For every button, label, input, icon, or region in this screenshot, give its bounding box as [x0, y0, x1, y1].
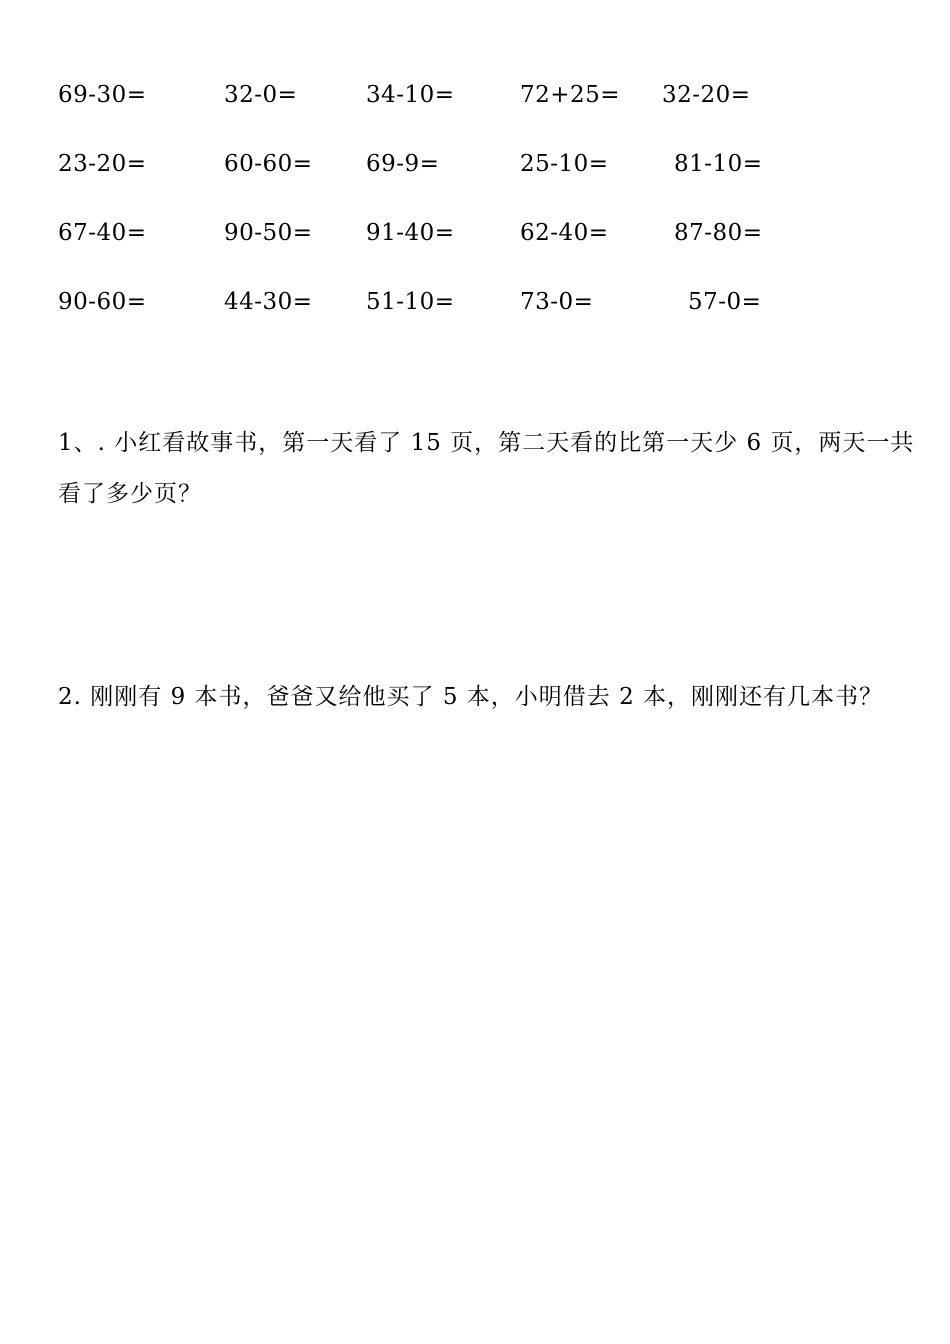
arithmetic-problem: 51-10= — [366, 289, 455, 315]
arithmetic-problem: 60-60= — [224, 151, 313, 177]
arithmetic-problem: 90-60= — [58, 289, 147, 315]
word-problem-2: 2. 刚刚有 9 本书，爸爸又给他买了 5 本，小明借去 2 本，刚刚还有几本书？ — [58, 684, 884, 710]
arithmetic-problem: 34-10= — [366, 82, 455, 108]
arithmetic-problem: 67-40= — [58, 220, 147, 246]
arithmetic-problem: 90-50= — [224, 220, 313, 246]
arithmetic-problem: 69-9= — [366, 151, 440, 177]
arithmetic-problem: 81-10= — [674, 151, 763, 177]
arithmetic-problem: 72+25= — [520, 82, 621, 108]
arithmetic-problem: 87-80= — [674, 220, 763, 246]
arithmetic-problem: 91-40= — [366, 220, 455, 246]
arithmetic-problem: 23-20= — [58, 151, 147, 177]
arithmetic-problem: 73-0= — [520, 289, 594, 315]
arithmetic-problem: 32-0= — [224, 82, 298, 108]
arithmetic-problem: 44-30= — [224, 289, 313, 315]
word-problem-1: 1、. 小红看故事书，第一天看了 15 页，第二天看的比第一天少 6 页，两天一共看了多少页？ — [58, 430, 915, 507]
arithmetic-problem: 32-20= — [662, 82, 751, 108]
arithmetic-problem: 25-10= — [520, 151, 609, 177]
arithmetic-problem: 62-40= — [520, 220, 609, 246]
arithmetic-problem: 69-30= — [58, 82, 147, 108]
arithmetic-problem: 57-0= — [688, 289, 762, 315]
